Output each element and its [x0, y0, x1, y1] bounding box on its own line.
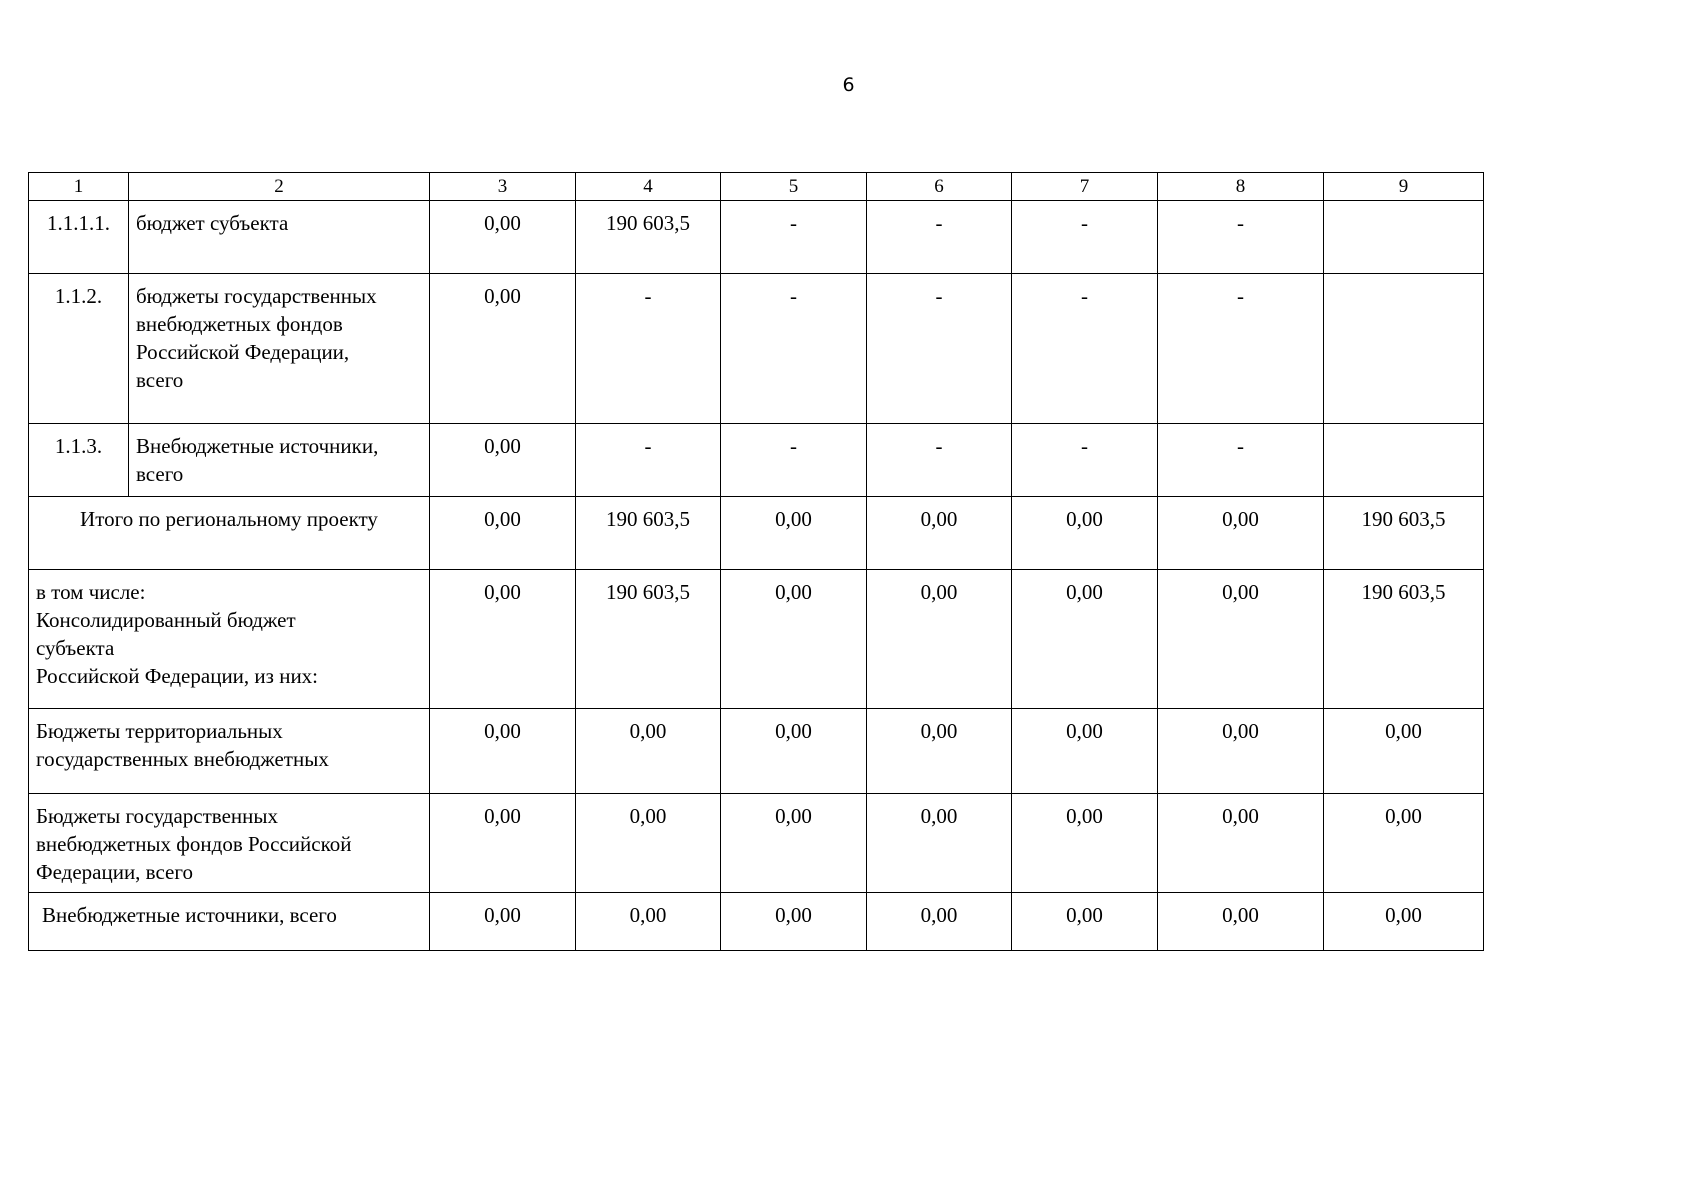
row-value: - [1158, 201, 1324, 274]
row-value: - [1012, 424, 1158, 497]
summary-value: 0,00 [430, 893, 576, 951]
summary-label: Бюджеты территориальных государственных внебюджетных [29, 709, 430, 794]
table-row [29, 274, 1484, 424]
row-value: - [1012, 274, 1158, 424]
summary-value: 0,00 [1324, 709, 1484, 794]
summary-value: 190 603,5 [576, 570, 721, 709]
row-value: - [867, 274, 1012, 424]
summary-value: 0,00 [1012, 497, 1158, 570]
summary-value: 0,00 [867, 893, 1012, 951]
row-value: - [721, 424, 867, 497]
summary-value: 0,00 [1158, 709, 1324, 794]
row-value [1324, 424, 1484, 497]
summary-row-consolidated [29, 570, 1484, 709]
summary-value: 0,00 [721, 794, 867, 893]
page-number: 6 [842, 74, 855, 96]
row-value: 190 603,5 [576, 201, 721, 274]
column-header: 6 [867, 173, 1012, 201]
summary-label: Итого по региональному проекту [29, 497, 430, 570]
row-value: - [1158, 424, 1324, 497]
column-header: 4 [576, 173, 721, 201]
row-code: 1.1.1.1. [29, 201, 129, 274]
row-value: - [721, 201, 867, 274]
column-header: 3 [430, 173, 576, 201]
summary-value: 0,00 [1158, 794, 1324, 893]
column-header: 1 [29, 173, 129, 201]
summary-value: 0,00 [867, 497, 1012, 570]
row-name: бюджеты государственных внебюджетных фондов Российской Федерации, всего [129, 274, 430, 424]
row-value: - [867, 424, 1012, 497]
row-value: - [721, 274, 867, 424]
row-code: 1.1.3. [29, 424, 129, 497]
summary-value: 0,00 [1012, 570, 1158, 709]
summary-label: Бюджеты государственных внебюджетных фондов Российской Федерации, всего [29, 794, 430, 893]
summary-value: 0,00 [430, 497, 576, 570]
summary-value: 0,00 [867, 794, 1012, 893]
summary-row-territorial [29, 709, 1484, 794]
summary-value: 0,00 [1324, 893, 1484, 951]
row-value: - [576, 424, 721, 497]
summary-value: 0,00 [430, 570, 576, 709]
column-header: 2 [129, 173, 430, 201]
summary-value: 0,00 [1158, 893, 1324, 951]
row-code: 1.1.2. [29, 274, 129, 424]
table-row [29, 201, 1484, 274]
summary-value: 0,00 [721, 893, 867, 951]
summary-value: 0,00 [1012, 709, 1158, 794]
summary-value: 0,00 [867, 709, 1012, 794]
summary-value: 0,00 [721, 497, 867, 570]
summary-value: 190 603,5 [576, 497, 721, 570]
column-header: 8 [1158, 173, 1324, 201]
table-header-row [29, 173, 1484, 201]
row-value: - [1012, 201, 1158, 274]
summary-value: 0,00 [1158, 570, 1324, 709]
summary-label: в том числе: Консолидированный бюджет субъекта Российской Федерации, из них: [29, 570, 430, 709]
column-header: 7 [1012, 173, 1158, 201]
summary-value: 0,00 [576, 893, 721, 951]
column-header: 5 [721, 173, 867, 201]
summary-value: 0,00 [430, 794, 576, 893]
summary-value: 0,00 [721, 570, 867, 709]
row-name: бюджет субъекта [129, 201, 430, 274]
summary-value: 0,00 [867, 570, 1012, 709]
row-value: 0,00 [430, 274, 576, 424]
summary-value: 0,00 [1324, 794, 1484, 893]
row-name: Внебюджетные источники, всего [129, 424, 430, 497]
summary-row-extrabudgetary [29, 893, 1484, 951]
row-value: - [1158, 274, 1324, 424]
row-value: - [867, 201, 1012, 274]
summary-value: 0,00 [721, 709, 867, 794]
budget-table [28, 172, 1484, 951]
summary-row-state-funds [29, 794, 1484, 893]
summary-value: 0,00 [1012, 893, 1158, 951]
summary-value: 0,00 [1158, 497, 1324, 570]
summary-label: Внебюджетные источники, всего [29, 893, 430, 951]
summary-value: 0,00 [430, 709, 576, 794]
row-value [1324, 201, 1484, 274]
summary-value: 0,00 [576, 794, 721, 893]
row-value: 0,00 [430, 424, 576, 497]
row-value [1324, 274, 1484, 424]
summary-value: 0,00 [1012, 794, 1158, 893]
row-value: - [576, 274, 721, 424]
summary-value: 0,00 [576, 709, 721, 794]
table-row [29, 424, 1484, 497]
summary-value: 190 603,5 [1324, 497, 1484, 570]
column-header: 9 [1324, 173, 1484, 201]
summary-value: 190 603,5 [1324, 570, 1484, 709]
row-value: 0,00 [430, 201, 576, 274]
summary-row-total [29, 497, 1484, 570]
